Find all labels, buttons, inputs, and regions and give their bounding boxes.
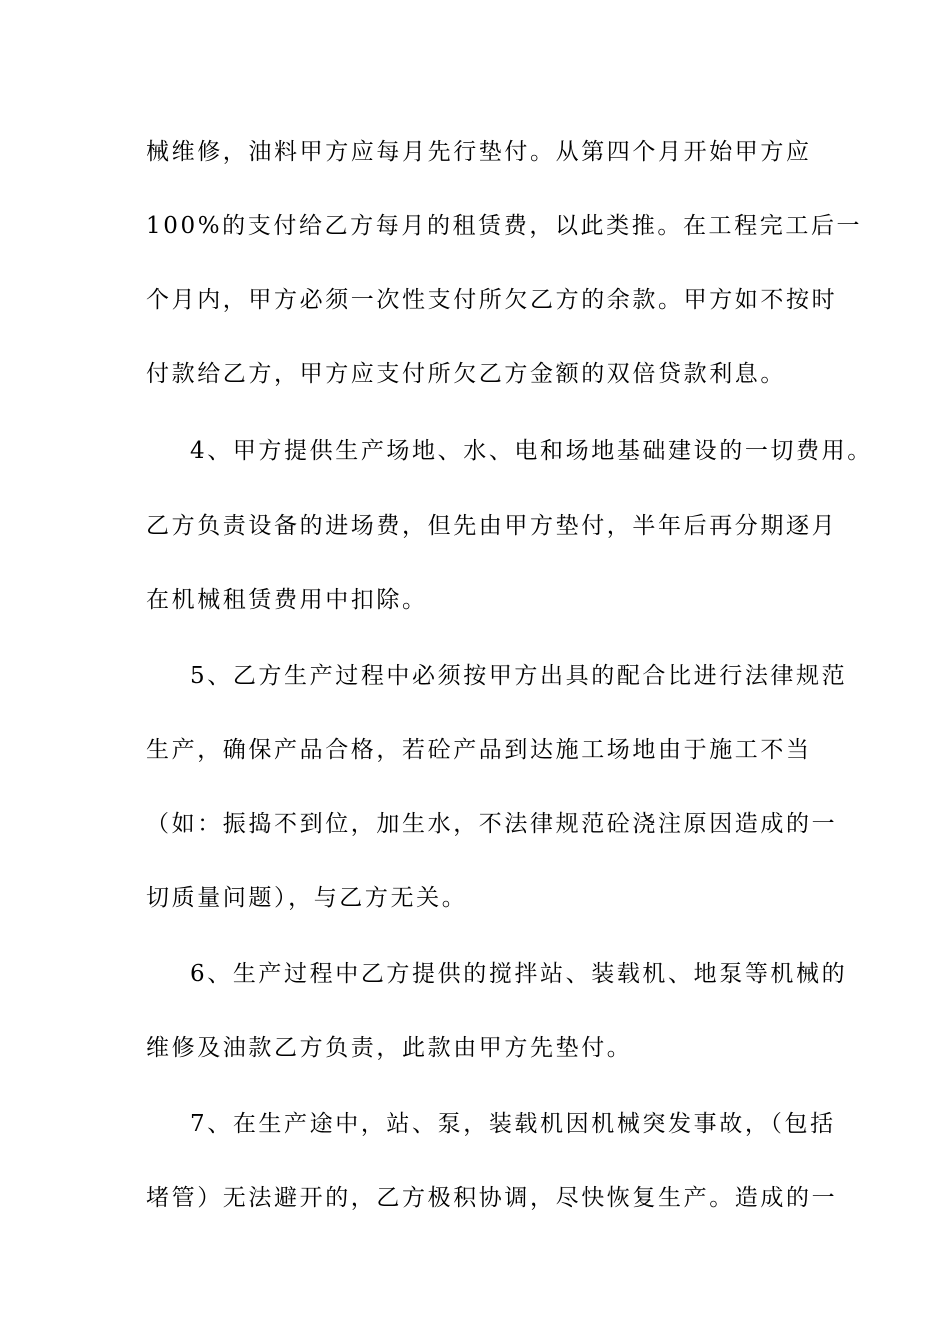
text-line-9: 生产，确保产品合格，若砼产品到达施工场地由于施工不当 [146,737,812,763]
text-line-4: 付款给乙方，甲方应支付所欠乙方金额的双倍贷款利息。 [146,361,786,387]
text-line-11: 切质量问题），与乙方无关。 [146,885,468,911]
text-line-10: （如：振捣不到位，加生水，不法律规范砼浇注原因造成的一 [146,811,838,837]
text-line-2: 100%的支付给乙方每月的租赁费，以此类推。在工程完工后一 [146,213,863,239]
text-line-1: 械维修，油料甲方应每月先行垫付。从第四个月开始甲方应 [146,139,812,165]
paragraph-5-first-line: 5、乙方生产过程中必须按甲方出具的配合比进行法律规范 [190,663,848,689]
text-line-15: 堵管）无法避开的，乙方极积协调，尽快恢复生产。造成的一 [146,1185,838,1211]
paragraph-6-first-line: 6、生产过程中乙方提供的搅拌站、装载机、地泵等机械的 [190,961,848,987]
text-line-6: 乙方负责设备的进场费，但先由甲方垫付，半年后再分期逐月 [146,513,838,539]
paragraph-4-first-line: 4、甲方提供生产场地、水、电和场地基础建设的一切费用。 [190,438,873,464]
text-line-13: 维修及油款乙方负责，此款由甲方先垫付。 [146,1035,633,1061]
paragraph-7-first-line: 7、在生产途中，站、泵，装载机因机械突发事故，（包括 [190,1111,836,1137]
text-line-7: 在机械租赁费用中扣除。 [146,587,428,613]
text-line-3: 个月内，甲方必须一次性支付所欠乙方的余款。甲方如不按时 [146,287,838,313]
